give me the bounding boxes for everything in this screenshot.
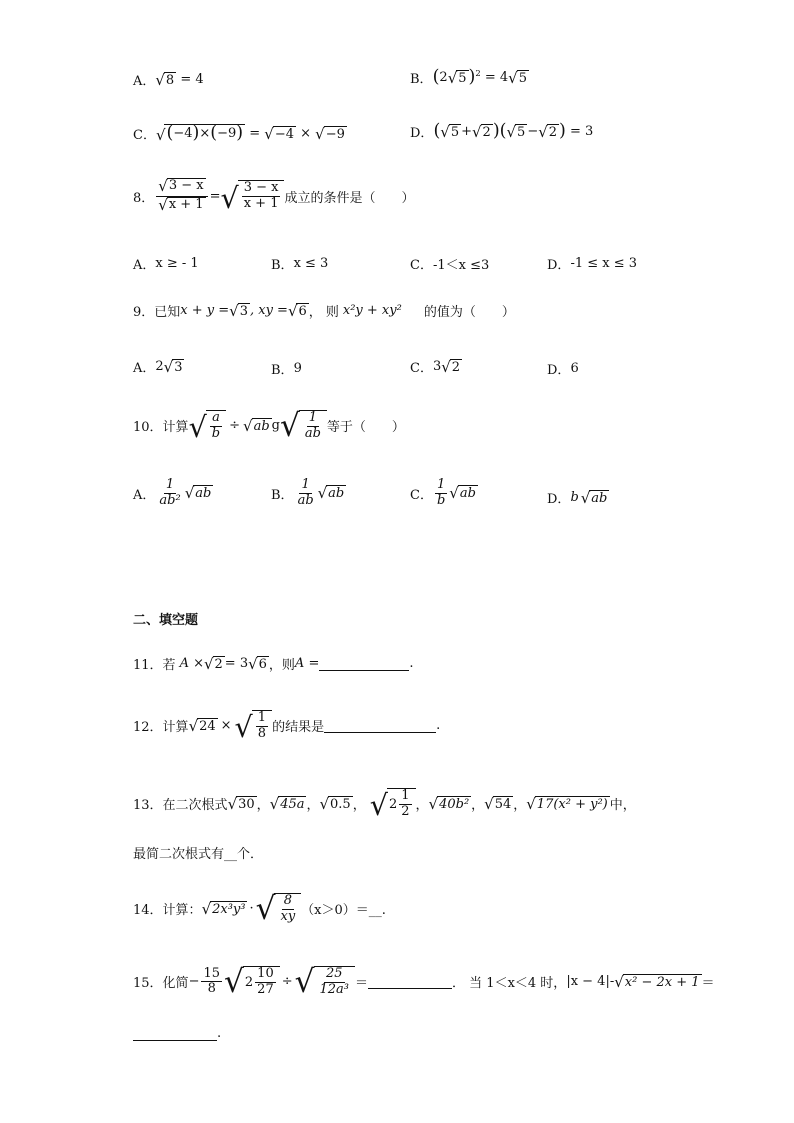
radicand: ab (591, 490, 608, 506)
coef: 2 (155, 359, 164, 374)
sqrt: √ 30 (227, 794, 255, 813)
sqrt: √ 0.5 (319, 794, 351, 813)
radicand: 45a (280, 796, 305, 812)
sqrt: √ 6 (248, 654, 267, 673)
q9-option-d (547, 359, 579, 378)
answer-blank[interactable] (319, 656, 409, 671)
sqrt: √ 2 (538, 122, 558, 141)
option-text: 9 (293, 361, 302, 376)
question-12 (133, 710, 441, 745)
sqrt: √ 3 (163, 357, 183, 376)
question-11 (133, 654, 413, 673)
sqrt: √ 5 (508, 68, 527, 87)
question-text: 的值为（ ） (423, 305, 515, 320)
numerator: 1 (301, 477, 310, 492)
fraction: √ 3 − x √ x + 1 (156, 178, 207, 215)
operator: ÷ (229, 418, 241, 434)
option-label: D． (547, 258, 571, 273)
numerator: 15 (203, 965, 221, 981)
question-15-line2 (133, 1026, 221, 1041)
operator: g (271, 418, 280, 434)
q8-option-a (133, 254, 199, 273)
sqrt: √ 2 (441, 357, 461, 376)
sqrt: √ $\frac{1}{8}$ (235, 710, 273, 742)
denominator: xy (280, 908, 296, 924)
q7-option-a: A． √ 8 = 4 (133, 70, 204, 89)
question-text: 中， (609, 798, 636, 814)
answer-blank[interactable] (133, 1026, 217, 1041)
q8-option-c (410, 254, 489, 273)
sqrt: √ 2 $\frac{10}{27}$ (224, 966, 280, 998)
q7-option-d: D． ( √ 5 + √ 2 )( √ 5 − √ 2 ) = 3 (410, 120, 594, 141)
option-text: -1＜x ≤3 (432, 258, 490, 273)
sqrt: √ 5 (440, 122, 460, 141)
radicand: 8 (165, 72, 175, 88)
radicand: 3 (239, 303, 248, 319)
q8-option-d (547, 254, 637, 273)
sqrt: √ x² − 2x + 1 (614, 972, 700, 991)
question-text: ， 则 (308, 305, 339, 320)
operator: ÷ (281, 974, 293, 990)
q7-option-b: B． ( 2 √ 5 ) $^2$ = 4 √ 5 (410, 66, 527, 87)
operator: × (220, 718, 232, 734)
option-label: C． (133, 128, 156, 143)
question-text: 化简 (162, 976, 189, 992)
radicand: 0.5 (330, 796, 351, 812)
option-label: A． (133, 487, 156, 503)
question-text: 计算 (162, 720, 189, 736)
denominator: b (436, 492, 446, 508)
question-text: ，则 (268, 658, 295, 673)
radicand: 30 (238, 796, 255, 812)
coef: 3 (432, 359, 442, 374)
exponent: 2 (475, 68, 481, 78)
mixed-integer: 2 (388, 796, 398, 812)
option-label: A． (133, 258, 156, 273)
radicand: 2 (548, 124, 558, 140)
sqrt: √ $\frac{25}{\text{12a³}}$ (295, 966, 355, 998)
operator: ＝ (355, 976, 369, 992)
condition: , xy = (249, 303, 288, 318)
question-text: （x＞0）＝__. (301, 903, 386, 919)
radicand: 54 (494, 796, 512, 812)
sqrt: √ 6 (287, 301, 307, 320)
q10-option-b (271, 478, 346, 509)
question-14 (133, 890, 386, 927)
sqrt: √ ab (580, 488, 608, 507)
option-label: C． (410, 361, 433, 376)
denominator: b (211, 425, 221, 441)
question-number: 14． (133, 903, 163, 919)
q7-option-c: C． √ ( −4 ) × ( −9 ) = √ −4 × √ −9 (133, 123, 345, 144)
option-label: A． (133, 74, 156, 89)
option-label: C． (410, 487, 433, 503)
radicand: x² − 2x + 1 (624, 974, 700, 990)
question-number: 15． (133, 976, 163, 992)
radicand: ab (459, 486, 476, 502)
sqrt: √ $\frac{8}{xy}$ (256, 893, 302, 925)
q9-option-a (133, 357, 184, 376)
q10-option-a (133, 478, 213, 509)
question-number: 13． (133, 798, 163, 814)
answer-blank[interactable] (324, 718, 436, 733)
section-heading: 二、填空题 (133, 613, 199, 628)
numerator: 1 (165, 477, 175, 492)
rhs: 4 (195, 72, 204, 87)
numerator: 1 (308, 410, 318, 425)
question-13: 13． 在二次根式 √ 30 ， √ 45a ， √ 0.5 ， √ 2 $\frac{1}{2}$ ， √ 40b² ， √ 54 ， √ 17(x² + y²) 中， (133, 788, 636, 823)
numerator: 25 (325, 966, 343, 981)
numerator: 3 − x (243, 180, 279, 196)
radicand: x + 1 (168, 196, 204, 212)
q9-option-c (410, 357, 462, 376)
sqrt: √ $\frac{a}{b}$ (189, 410, 227, 442)
sqrt: √ $\frac{1}{ab}$ (280, 410, 327, 442)
question-13-line2: 最简二次根式有__个． (133, 847, 264, 862)
question-text: ． 当 1＜x＜4 时， (452, 976, 567, 992)
sqrt: √ 45a (269, 794, 305, 813)
sqrt: √ 24 (188, 716, 216, 735)
denominator: 8 (207, 981, 216, 997)
question-15 (133, 963, 715, 1000)
radicand: 17(x² + y²) (536, 796, 608, 812)
operator: − (188, 974, 200, 990)
radicand: 6 (298, 303, 307, 319)
option-text: x ≥ - 1 (155, 256, 199, 271)
radicand: 2 (482, 124, 491, 140)
radicand: 2 (451, 359, 461, 375)
radicand: 5 (458, 70, 467, 86)
denominator: ab (304, 425, 321, 441)
radicand: 2 (214, 656, 223, 672)
denominator: 27 (257, 981, 274, 997)
numerator: 1 (436, 477, 446, 492)
factor: −4 (173, 126, 193, 142)
sqrt: √ 2 $\frac{1}{2}$ (370, 788, 416, 820)
option-text: 6 (570, 361, 579, 376)
punctuation: . (217, 1026, 222, 1041)
radicand: 5 (518, 70, 527, 86)
sqrt: √ −9 (315, 124, 345, 143)
sqrt: √ 5 (506, 122, 526, 141)
sqrt: √ ( −4 ) × ( −9 ) (155, 123, 244, 144)
numerator: a (212, 410, 220, 425)
radicand: 5 (450, 124, 460, 140)
operator: ＝ (701, 976, 715, 992)
question-text: 已知 (154, 305, 181, 320)
radicand: ab (328, 486, 345, 502)
coef: 4 (499, 70, 509, 85)
q8-option-b (271, 254, 328, 273)
numerator: 8 (283, 893, 292, 908)
option-label: B． (271, 487, 294, 503)
q9-option-b (271, 359, 302, 378)
expression: = 3 (224, 656, 249, 671)
option-text: -1 ≤ x ≤ 3 (570, 256, 638, 271)
question-10 (133, 407, 405, 445)
radicand: 40b² (439, 796, 470, 812)
denominator: 12a³ (319, 981, 350, 997)
radicand: 6 (258, 656, 267, 672)
factor: −9 (217, 126, 237, 142)
radicand: 24 (199, 718, 216, 734)
option-label: B． (271, 258, 294, 273)
radicand: 5 (517, 124, 526, 140)
question-9 (133, 301, 515, 320)
option-label: C． (410, 258, 433, 273)
question-text: 的结果是 (272, 720, 325, 736)
option-label: B． (271, 363, 294, 378)
sqrt: √ 2x³y³ (201, 899, 246, 918)
condition: x + y = (180, 303, 230, 318)
question-text: 等于（ ） (326, 420, 405, 436)
radicand: 2x³y³ (212, 901, 246, 917)
answer-blank[interactable] (368, 974, 452, 989)
radicand: −9 (325, 126, 345, 142)
option-text: x ≤ 3 (293, 256, 329, 271)
question-text: 计算： (162, 903, 202, 919)
sqrt: √ ab (317, 484, 345, 503)
question-number: 8． (133, 190, 155, 206)
sqrt: √ 17(x² + y²) (526, 794, 608, 813)
question-text: 计算 (162, 420, 189, 436)
expression: A = (294, 656, 320, 671)
coef: 2 (439, 70, 448, 85)
expression: x²y + xy² (342, 303, 402, 318)
option-label: D． (410, 126, 434, 141)
numerator: 1 (257, 710, 267, 725)
sqrt: √ 40b² (428, 794, 470, 813)
rhs: 3 (585, 124, 594, 139)
radicand: 3 (174, 359, 183, 375)
question-number: 9． (133, 305, 155, 320)
sqrt: √ 5 (447, 68, 467, 87)
denominator: ab² (159, 492, 181, 508)
denominator: ab (297, 492, 314, 508)
option-label: D． (547, 492, 571, 507)
punctuation: . (409, 656, 414, 671)
radicand: ab (253, 418, 270, 434)
sqrt: √ ab (184, 484, 212, 503)
sqrt: √ 54 (484, 794, 512, 813)
denominator: 2 (401, 803, 410, 819)
expression: |x − 4|- (566, 974, 615, 990)
question-text: 在二次根式 (162, 798, 228, 814)
coef: b (570, 490, 579, 505)
sqrt: √ ab (449, 484, 476, 503)
radicand: 3 − x (168, 178, 204, 193)
question-8: 8． √ 3 − x √ x + 1 = √ $\frac{3 - x}{x + 1}$ 成立的条件是（ ） (133, 176, 415, 215)
sqrt: √ 2 (472, 122, 491, 141)
denominator: x + 1 (243, 196, 279, 212)
mixed-integer: 2 (244, 974, 254, 990)
denominator: 8 (257, 725, 267, 741)
question-number: 11． (133, 658, 163, 673)
expression: A × (179, 656, 204, 671)
question-text: 若 (162, 658, 176, 673)
question-number: 10． (133, 420, 163, 436)
question-number: 12． (133, 720, 163, 736)
numerator: 10 (257, 966, 274, 981)
q10-option-c (410, 478, 478, 509)
sqrt: √ 3 (229, 301, 248, 320)
radicand: −4 (274, 126, 294, 142)
sqrt: √ $\frac{3 - x}{x + 1}$ (220, 180, 284, 212)
option-label: A． (133, 361, 156, 376)
q10-option-d (547, 488, 609, 507)
numerator: 1 (401, 788, 410, 803)
sqrt: √ 8 (155, 70, 175, 89)
option-label: D． (547, 363, 571, 378)
operator: · (249, 901, 254, 917)
sqrt: √ ab (243, 416, 270, 435)
option-label: B． (410, 72, 433, 87)
question-text: 成立的条件是（ ） (284, 190, 415, 206)
sqrt: √ 2 (203, 654, 223, 673)
punctuation: . (436, 718, 441, 734)
sqrt: √ −4 (264, 124, 294, 143)
radicand: ab (195, 486, 212, 502)
